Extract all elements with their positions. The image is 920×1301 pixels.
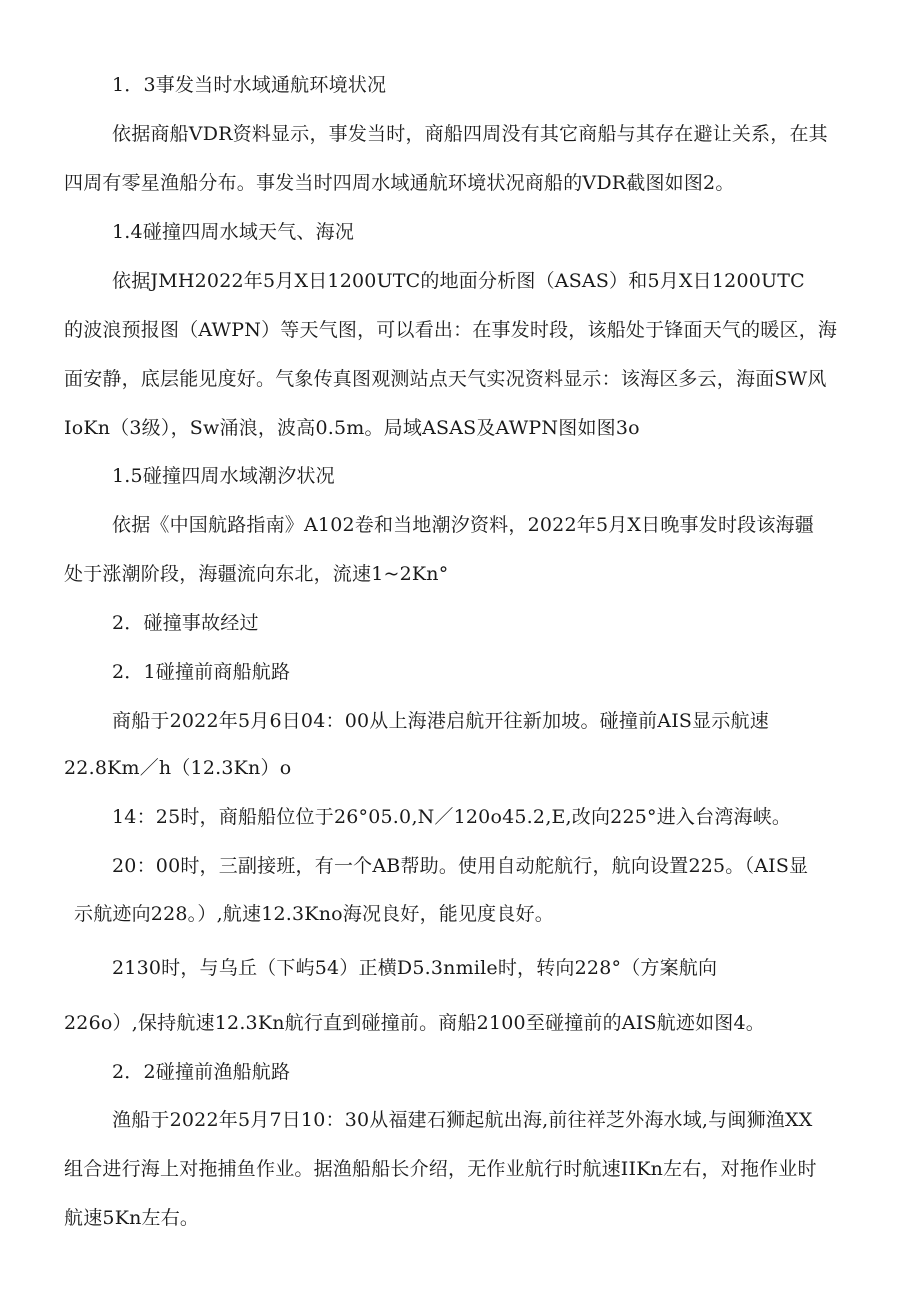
paragraph-line: 2130时，与乌丘（下屿54）正横D5.3nmile时，转向228°（方案航向 xyxy=(112,957,718,979)
paragraph-line: 的波浪预报图（AWPN）等天气图，可以看出：在事发时段，该船处于锋面天气的暖区，海 xyxy=(64,319,838,341)
section-heading-2-1: 2．1碰撞前商船航路 xyxy=(112,661,291,683)
section-heading-1-5: 1.5碰撞四周水域潮汐状况 xyxy=(112,465,335,487)
paragraph-line: 四周有零星渔船分布。事发当时四周水域通航环境状况商船的VDR截图如图2。 xyxy=(64,172,735,194)
paragraph-line: 依据《中国航路指南》A102卷和当地潮汐资料，2022年5月X日晚事发时段该海疆 xyxy=(112,514,814,536)
paragraph-line: IoKn（3级），Sw涌浪，波高0.5m。局域ASAS及AWPN图如图3o xyxy=(64,417,640,439)
section-heading-2-2: 2．2碰撞前渔船航路 xyxy=(112,1061,291,1083)
paragraph-line: 组合进行海上对拖捕鱼作业。据渔船船长介绍，无作业航行时航速IIKn左右，对拖作业时 xyxy=(64,1158,817,1180)
paragraph-line: 商船于2022年5月6日04：00从上海港启航开往新加坡。碰撞前AIS显示航速 xyxy=(112,710,769,732)
section-heading-1-4: 1.4碰撞四周水域天气、海况 xyxy=(112,221,355,243)
paragraph-line: 航速5Kn左右。 xyxy=(64,1207,200,1229)
paragraph-line: 依据JMH2022年5月X日1200UTC的地面分析图（ASAS）和5月X日1200UTC xyxy=(112,270,805,292)
paragraph-line: 14：25时，商船船位位于26°05.0‚N／120o45.2‚E,改向225°进入台湾海峡。 xyxy=(112,806,792,828)
paragraph-line: 处于涨潮阶段，海疆流向东北，流速1~2Kn° xyxy=(64,563,449,585)
paragraph-line: 22.8Km／h（12.3Kn）o xyxy=(64,757,292,779)
section-heading-1-3: 1．3事发当时水域通航环境状况 xyxy=(112,74,387,96)
paragraph-line: 226o）,保持航速12.3Kn航行直到碰撞前。商船2100至碰撞前的AIS航迹如图4。 xyxy=(64,1012,765,1034)
paragraph-line: 20：00时，三副接班，有一个AB帮助。使用自动舵航行，航向设置225。（AIS显 xyxy=(112,855,809,877)
paragraph-line: 示航迹向228。）,航速12.3Kno海况良好，能见度良好。 xyxy=(74,903,554,925)
section-heading-2: 2．碰撞事故经过 xyxy=(112,612,259,634)
paragraph-line: 依据商船VDR资料显示，事发当时，商船四周没有其它商船与其存在避让关系，在其 xyxy=(112,123,828,145)
paragraph-line: 渔船于2022年5月7日10：30从福建石狮起航出海,前往祥芝外海水域,与闽狮渔XX xyxy=(112,1109,813,1131)
paragraph-line: 面安静，底层能见度好。气象传真图观测站点天气实况资料显示：该海区多云，海面SW风 xyxy=(64,368,827,390)
